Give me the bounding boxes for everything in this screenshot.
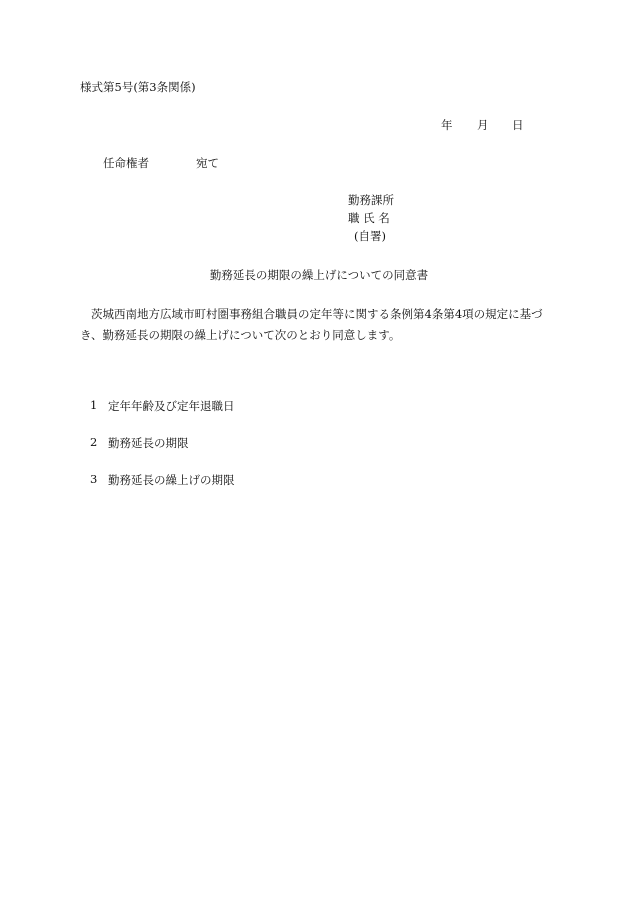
- date-day-label: 日: [512, 118, 524, 132]
- body-paragraph: 茨城西南地方広域市町村圏事務組合職員の定年等に関する条例第4条第4項の規定に基づき、勤務延長の期限の繰上げについて次のとおり同意します。: [80, 307, 543, 342]
- document-title: 勤務延長の期限の繰上げについての同意書: [209, 268, 429, 282]
- addressee-suffix: 宛て: [196, 156, 219, 170]
- item-label: 勤務延長の繰上げの期限: [108, 473, 235, 487]
- sender-title-name: 職 氏 名: [348, 211, 390, 225]
- sender-signature: (自署): [354, 229, 386, 243]
- list-item: [90, 398, 235, 435]
- sender-block: [348, 195, 428, 249]
- list-item: [90, 435, 235, 472]
- date-month-label: 月: [477, 118, 489, 132]
- item-list: [90, 398, 235, 509]
- item-number: 2: [90, 435, 98, 449]
- item-number: 1: [90, 398, 98, 412]
- addressee-label: 任命権者: [103, 156, 149, 170]
- list-item: [90, 472, 235, 509]
- item-label: 勤務延長の期限: [108, 436, 189, 450]
- form-number: 様式第5号(第3条関係): [80, 80, 196, 94]
- sender-department: 勤務課所: [348, 193, 394, 207]
- document-title-row: [0, 270, 630, 282]
- item-number: 3: [90, 472, 98, 486]
- date-year-label: 年: [441, 118, 453, 132]
- item-label: 定年年齢及び定年退職日: [108, 399, 235, 413]
